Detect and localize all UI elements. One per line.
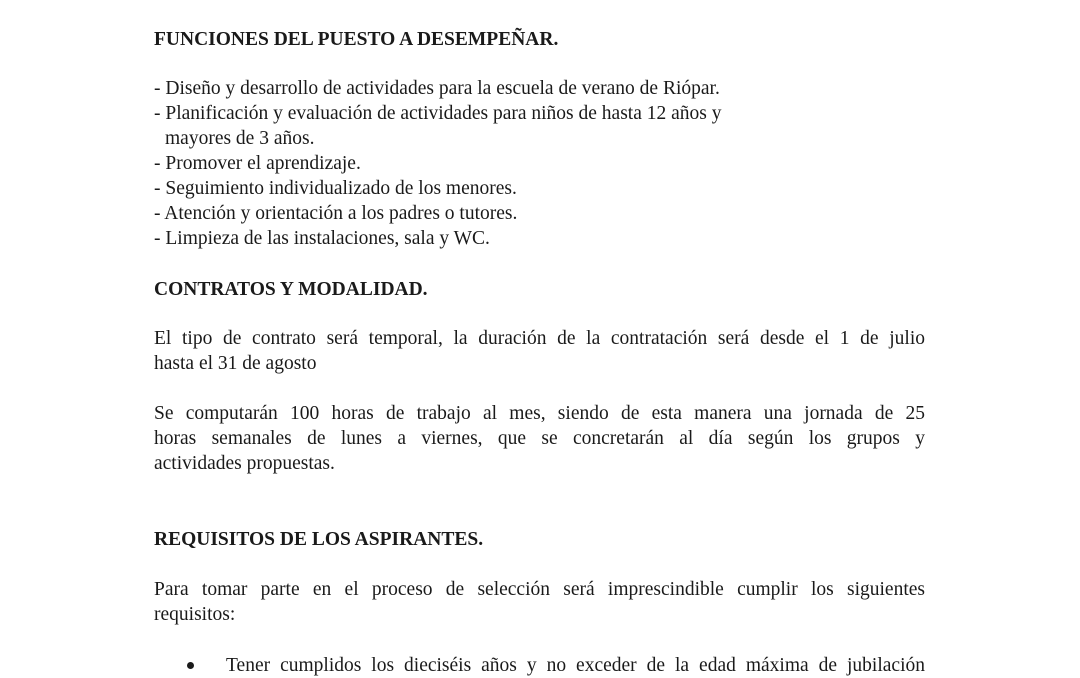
- paragraph-line: requisitos:: [154, 604, 236, 625]
- paragraph-line: horas semanales de lunes a viernes, que se concretarán al día según los grupos y: [154, 428, 925, 449]
- list-item: - Seguimiento individualizado de los menores.: [154, 178, 517, 199]
- list-item: - Atención y orientación a los padres o tutores.: [154, 203, 518, 224]
- section-heading-funciones: FUNCIONES DEL PUESTO A DESEMPEÑAR.: [154, 29, 559, 50]
- paragraph-line: hasta el 31 de agosto: [154, 353, 317, 374]
- list-item: - Planificación y evaluación de actividades para niños de hasta 12 años y: [154, 103, 722, 124]
- section-heading-requisitos: REQUISITOS DE LOS ASPIRANTES.: [154, 529, 484, 550]
- list-item: - Promover el aprendizaje.: [154, 153, 361, 174]
- paragraph-line: El tipo de contrato será temporal, la duración de la contratación será desde el 1 de julio: [154, 328, 925, 349]
- section-heading-contratos: CONTRATOS Y MODALIDAD.: [154, 279, 428, 300]
- list-item: - Limpieza de las instalaciones, sala y WC.: [154, 228, 490, 249]
- paragraph-line: Para tomar parte en el proceso de selección será imprescindible cumplir los siguientes: [154, 579, 925, 600]
- paragraph-line: actividades propuestas.: [154, 453, 335, 474]
- paragraph-line: Se computarán 100 horas de trabajo al mes, siendo de esta manera una jornada de 25: [154, 403, 925, 424]
- bullet-text: Tener cumplidos los dieciséis años y no exceder de la edad máxima de jubilación: [226, 655, 925, 676]
- list-item-continuation: mayores de 3 años.: [165, 128, 315, 149]
- bullet-icon: [187, 662, 194, 669]
- list-item: - Diseño y desarrollo de actividades para la escuela de verano de Riópar.: [154, 78, 720, 99]
